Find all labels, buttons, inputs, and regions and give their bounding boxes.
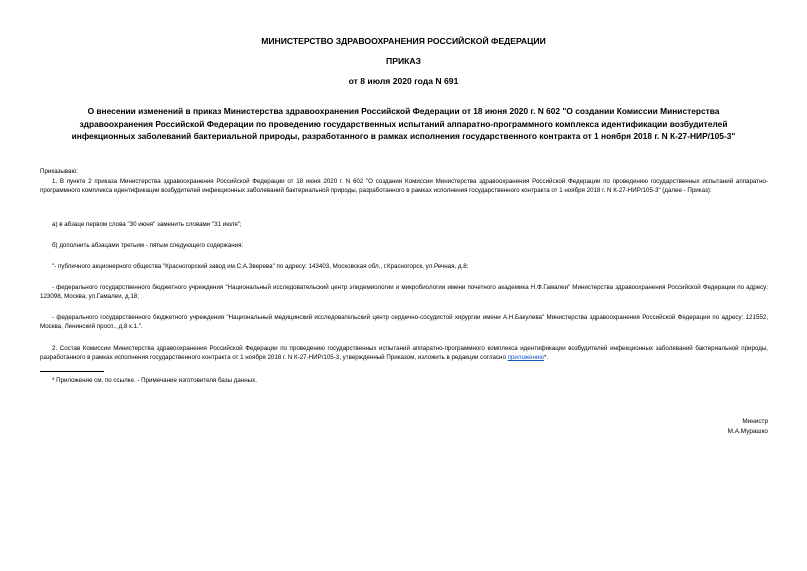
document-type-heading: ПРИКАЗ: [386, 56, 421, 66]
quoted-item-2: - федерального государственного бюджетного учреждения "Национальный исследовательский центр эпидемиологии и микробиологии имени почетного академика Н.Ф.Гамалеи" Министерства здравоохранения Российской Федерации по адресу: 123098, Москва, ул.Гамалеи, д.18;: [40, 284, 768, 301]
quoted-item-1: "- публичного акционерного общества "Красногорский завод им.С.А.Зверева" по адресу: 143403, Московская обл., г.Красногорск, ул.Речная, д.8;: [52, 263, 469, 270]
subparagraph-b: б) дополнить абзацами третьим - пятым следующего содержания:: [52, 242, 244, 249]
quoted-item-3: - федерального государственного бюджетного учреждения "Национальный медицинский исследовательский центр сердечно-сосудистой хирургии имени А.Н.Бакулева" Министерства здравоохранения Российской Федерации по адресу: 121552, Москва, Ленинский просп., д.8 к.1.".: [40, 314, 768, 331]
paragraph-2-text: 2. Состав Комиссии Министерства здравоохранения Российской Федерации по проведению государственных испытаний аппаратно-программного комплекса идентификации возбудителей инфекционных заболеваний бактериальной природы, разработанного в рамках исполнения государственного контракта от 1 ноября 2018 г. N К-27-НИР/105-3, утвержденный Приказом, изложить в редакции согласно: [40, 345, 768, 362]
paragraph-1: 1. В пункте 2 приказа Министерства здравоохранения Российской Федерации от 18 июня 2020 г. N 602 "О создании Комиссии Министерства здравоохранения Российской Федерации по проведению государственных испытаний аппаратно-программного комплекса идентификации возбудителей инфекционных заболеваний бактериальной природы, разработанного в рамках исполнения государственного контракта от 1 ноября 2018 г. N К-27-НИР/105-3" (далее - Приказ):: [40, 178, 768, 195]
ministry-heading: МИНИСТЕРСТВО ЗДРАВООХРАНЕНИЯ РОССИЙСКОЙ ФЕДЕРАЦИИ: [261, 36, 546, 46]
signature-position: Министр: [742, 418, 768, 425]
footnote-divider: [40, 371, 104, 372]
paragraph-2-end: *.: [544, 354, 549, 362]
subparagraph-a: а) в абзаце первом слова "30 июня" заменить словами "31 июля";: [52, 221, 242, 228]
paragraph-2: [40, 344, 768, 363]
signature-name: М.А.Мурашко: [727, 428, 768, 435]
document-title: О внесении изменений в приказ Министерства здравоохранения Российской Федерации от 18 июня 2020 г. N 602 "О создании Комиссии Министерства здравоохранения Российской Федерации по проведению государственных испытаний аппаратно-программного комплекса идентификации возбудителей инфекционных заболеваний бактериальной природы, разработанного в рамках исполнения государственного контракта от 1 ноября 2018 г. N К-27-НИР/105-3": [71, 106, 736, 141]
footnote-text: * Приложение см. по ссылке. - Примечание изготовителя базы данных.: [52, 377, 257, 384]
appendix-link[interactable]: приложению: [507, 354, 545, 362]
date-number-heading: от 8 июля 2020 года N 691: [348, 76, 459, 86]
intro-text: Приказываю:: [40, 168, 78, 175]
